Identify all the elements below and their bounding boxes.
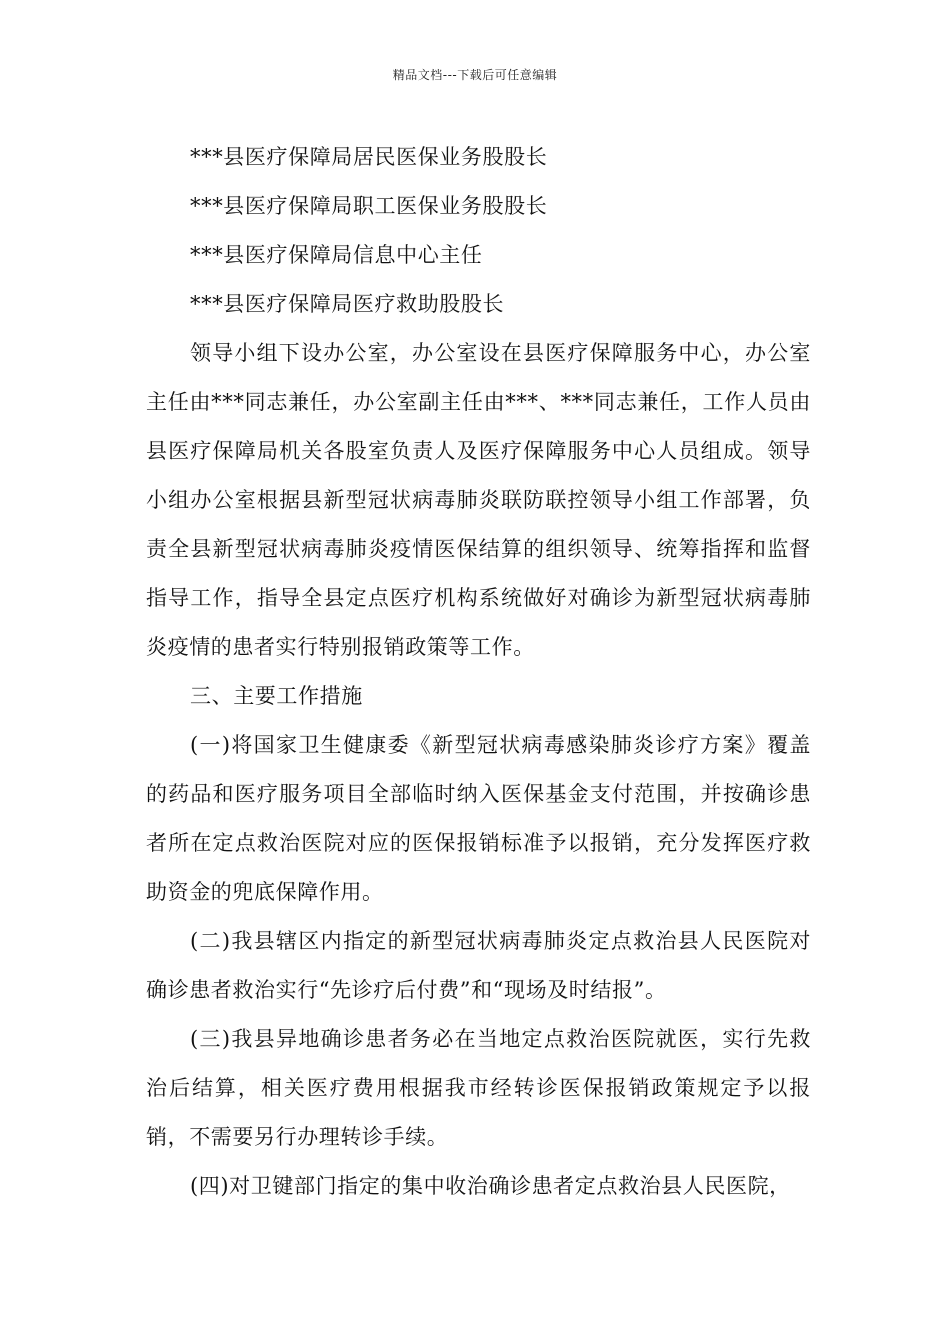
staff-line-medical-aid: ***县医疗保障局医疗救助股股长 <box>190 292 505 316</box>
measure-paragraph-2: (二)我县辖区内指定的新型冠状病毒肺炎定点救治县人民医院对确诊患者救治实行“先诊疗后付费”和“现场及时结报”。 <box>146 929 811 1002</box>
measure-paragraph-3: (三)我县异地确诊患者务必在当地定点救治医院就医，实行先救治后结算，相关医疗费用根据我市经转诊医保报销政策规定予以报销，不需要另行办理转诊手续。 <box>146 1027 811 1149</box>
measure-paragraph-1: (一)将国家卫生健康委《新型冠状病毒感染肺炎诊疗方案》覆盖的药品和医疗服务项目全部临时纳入医保基金支付范围，并按确诊患者所在定点救治医院对应的医保报销标准予以报销，充分发挥医疗救助资金的兜底保障作用。 <box>146 733 811 904</box>
page-header: 精品文档---下载后可任意编辑 <box>392 68 558 82</box>
document-body <box>146 133 811 1211</box>
staff-line-info-center: ***县医疗保障局信息中心主任 <box>190 243 483 267</box>
staff-line-employee-insurance: ***县医疗保障局职工医保业务股股长 <box>190 194 548 218</box>
office-setup-paragraph: 领导小组下设办公室，办公室设在县医疗保障服务中心，办公室主任由***同志兼任，办公室副主任由***、***同志兼任，工作人员由县医疗保障局机关各股室负责人及医疗保障服务中心人员组成。领导小组办公室根据县新型冠状病毒肺炎联防联控领导小组工作部署，负责全县新型冠状病毒肺炎疫情医保结算的组织领导、统筹指挥和监督指导工作，指导全县定点医疗机构系统做好对确诊为新型冠状病毒肺炎疫情的患者实行特别报销政策等工作。 <box>146 341 811 659</box>
section-heading-main-measures: 三、主要工作措施 <box>190 684 363 708</box>
staff-line-resident-insurance: ***县医疗保障局居民医保业务股股长 <box>190 145 548 169</box>
measure-paragraph-4: (四)对卫键部门指定的集中收治确诊患者定点救治县人民医院， <box>190 1174 791 1198</box>
